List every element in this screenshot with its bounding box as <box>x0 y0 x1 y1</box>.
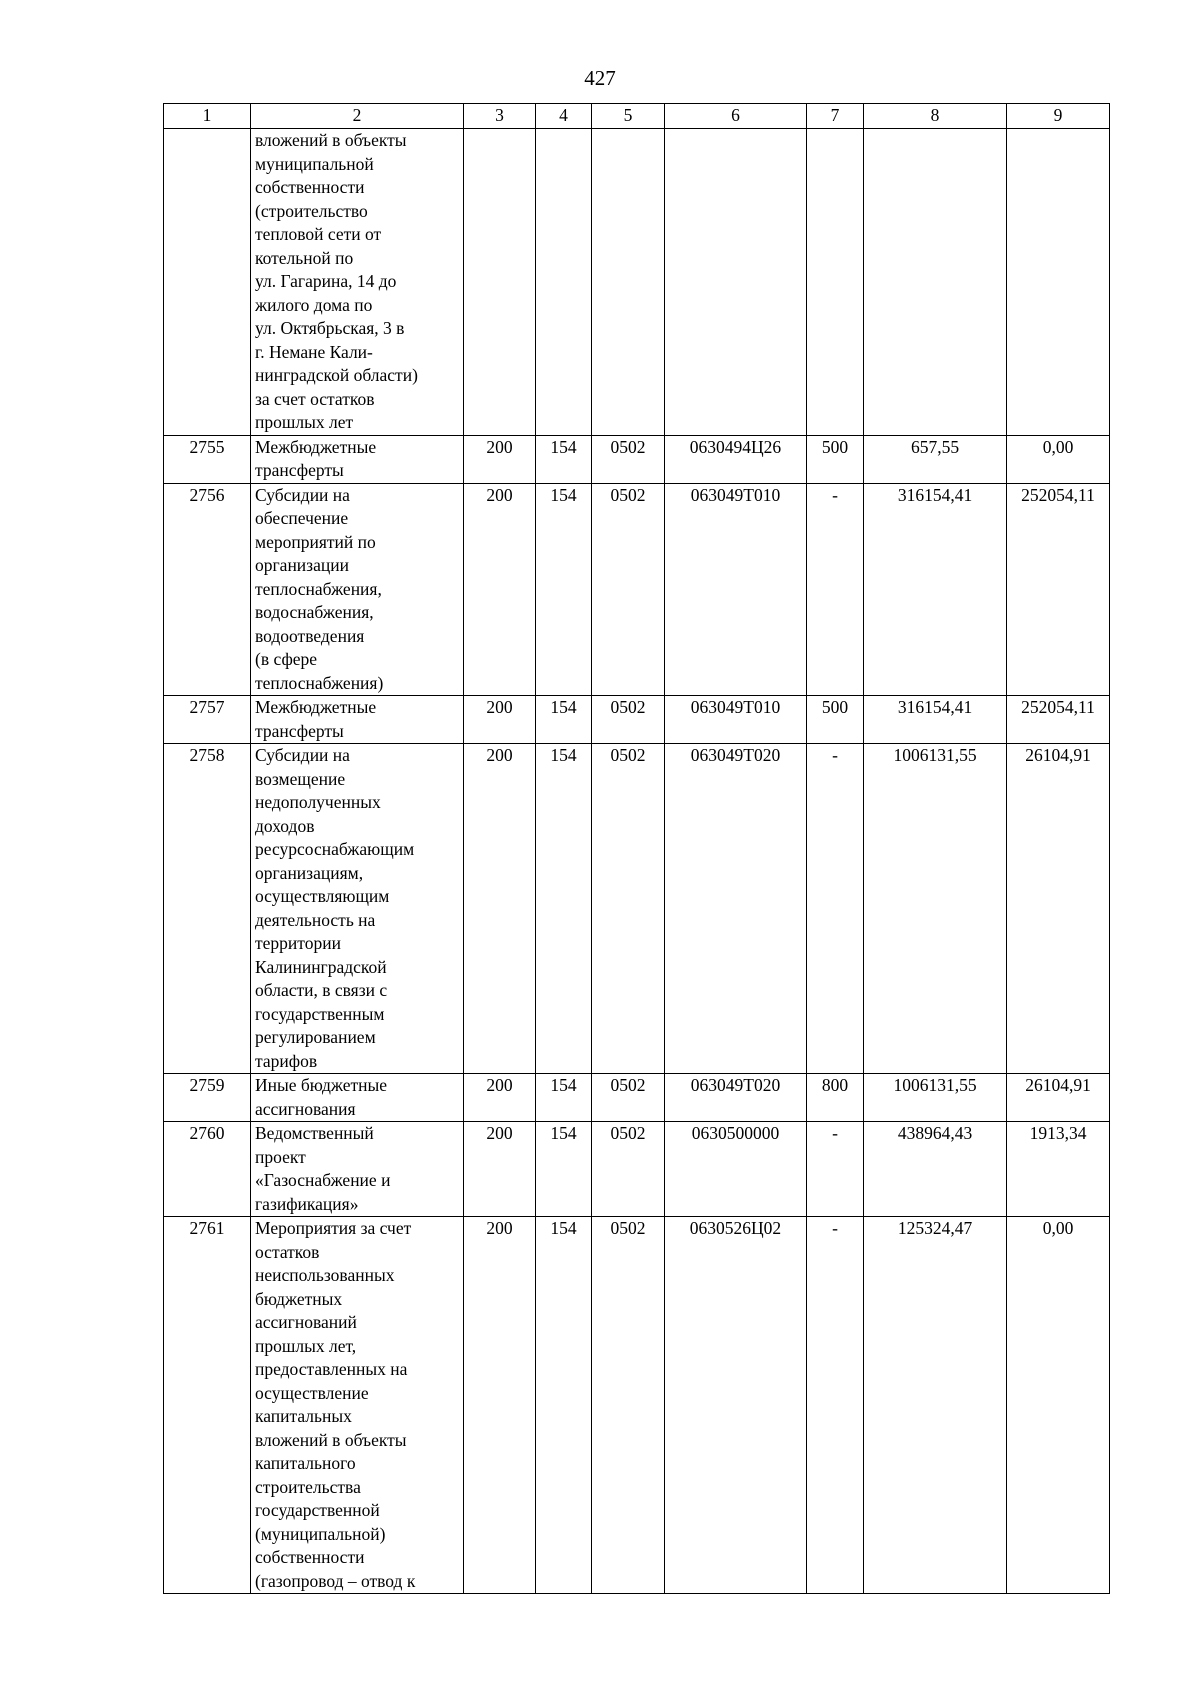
column-7-cell: - <box>807 1217 864 1594</box>
description-line: тепловой сети от <box>255 224 382 244</box>
description-line: бюджетных <box>255 1288 343 1309</box>
row-number-cell: 2755 <box>164 435 251 483</box>
header-cell: 8 <box>864 104 1007 129</box>
description-line: капитального <box>255 1453 356 1473</box>
description-cell <box>251 435 464 483</box>
description-line: тарифов <box>255 1050 318 1071</box>
column-4-cell: 154 <box>536 1122 592 1217</box>
row-number-cell: 2757 <box>164 696 251 744</box>
column-7-cell: - <box>807 744 864 1074</box>
column-4-cell: 154 <box>536 696 592 744</box>
row-number-cell: 2761 <box>164 1217 251 1594</box>
header-cell: 7 <box>807 104 864 129</box>
description-line: муниципальной <box>255 153 374 174</box>
description-line: недополученных <box>255 792 381 812</box>
description-line: обеспечение <box>255 508 349 528</box>
column-3-cell: 200 <box>464 696 536 744</box>
description-line: трансферты <box>255 720 344 741</box>
description-line: (строительство <box>255 200 368 221</box>
table-row <box>164 435 1110 483</box>
description-line: Мероприятия за счет <box>255 1218 412 1238</box>
column-6-cell: 0630526Ц02 <box>665 1217 807 1594</box>
column-3-cell: 200 <box>464 1074 536 1122</box>
column-5-cell: 0502 <box>592 483 665 696</box>
description-line: доходов <box>255 815 315 836</box>
description-line: вложений в объекты <box>255 130 407 150</box>
description-line: ресурсоснабжающим <box>255 839 415 859</box>
description-cell <box>251 1217 464 1594</box>
column-9-cell: 252054,11 <box>1007 483 1110 696</box>
header-cell: 9 <box>1007 104 1110 129</box>
description-line: Субсидии на <box>255 484 350 505</box>
description-line: осуществляющим <box>255 886 390 906</box>
description-line: Межбюджетные <box>255 697 377 717</box>
description-line: деятельность на <box>255 909 376 930</box>
column-8-cell: 316154,41 <box>864 483 1007 696</box>
description-line: Иные бюджетные <box>255 1075 388 1095</box>
description-line: газификация» <box>255 1193 359 1214</box>
column-6-cell: 063049Т010 <box>665 483 807 696</box>
description-line: за счет остатков <box>255 388 375 409</box>
column-7-cell: - <box>807 483 864 696</box>
description-line: ассигнования <box>255 1098 356 1119</box>
description-cell <box>251 696 464 744</box>
column-8-cell: 316154,41 <box>864 696 1007 744</box>
description-line: теплоснабжения) <box>255 672 384 693</box>
description-line: прошлых лет <box>255 412 354 432</box>
description-line: Субсидии на <box>255 745 350 765</box>
column-8-cell: 1006131,55 <box>864 744 1007 1074</box>
column-6-cell: 0630494Ц26 <box>665 435 807 483</box>
description-line: вложений в объекты <box>255 1429 407 1450</box>
column-4-cell: 154 <box>536 1074 592 1122</box>
column-9-cell <box>1007 129 1110 436</box>
column-5-cell: 0502 <box>592 1217 665 1594</box>
page-number: 427 <box>584 66 616 90</box>
column-8-cell: 657,55 <box>864 435 1007 483</box>
column-5-cell: 0502 <box>592 1074 665 1122</box>
description-line: (в сфере <box>255 649 318 669</box>
description-line: (муниципальной) <box>255 1523 386 1544</box>
description-line: Ведомственный <box>255 1123 374 1143</box>
column-6-cell <box>665 129 807 436</box>
column-9-cell: 252054,11 <box>1007 696 1110 744</box>
description-cell <box>251 1122 464 1217</box>
header-row <box>164 104 1110 129</box>
column-8-cell: 125324,47 <box>864 1217 1007 1594</box>
table-row <box>164 483 1110 696</box>
column-9-cell: 1913,34 <box>1007 1122 1110 1217</box>
column-4-cell: 154 <box>536 435 592 483</box>
table-row <box>164 1074 1110 1122</box>
row-number-cell: 2756 <box>164 483 251 696</box>
description-cell <box>251 483 464 696</box>
column-3-cell: 200 <box>464 1217 536 1594</box>
description-line: нинградской области) <box>255 365 418 385</box>
row-number-cell: 2760 <box>164 1122 251 1217</box>
description-line: водоснабжения, <box>255 602 374 622</box>
description-line: регулированием <box>255 1027 376 1047</box>
column-6-cell: 063049Т010 <box>665 696 807 744</box>
description-line: собственности <box>255 1547 365 1567</box>
column-9-cell: 0,00 <box>1007 435 1110 483</box>
column-5-cell: 0502 <box>592 435 665 483</box>
column-6-cell: 0630500000 <box>665 1122 807 1217</box>
column-4-cell: 154 <box>536 483 592 696</box>
column-7-cell: - <box>807 1122 864 1217</box>
description-line: проект <box>255 1146 306 1167</box>
header-cell: 5 <box>592 104 665 129</box>
description-line: прошлых лет, <box>255 1335 357 1356</box>
column-3-cell <box>464 129 536 436</box>
description-line: строительства <box>255 1476 361 1497</box>
header-cell: 3 <box>464 104 536 129</box>
table-row <box>164 1217 1110 1594</box>
table-body <box>164 129 1110 1594</box>
column-3-cell: 200 <box>464 483 536 696</box>
description-line: «Газоснабжение и <box>255 1170 391 1190</box>
description-line: области, в связи с <box>255 980 388 1000</box>
description-line: капитальных <box>255 1406 352 1426</box>
column-7-cell: 500 <box>807 696 864 744</box>
column-9-cell: 26104,91 <box>1007 1074 1110 1122</box>
description-line: мероприятий по <box>255 531 376 552</box>
description-line: остатков <box>255 1241 320 1262</box>
column-3-cell: 200 <box>464 435 536 483</box>
description-line: (газопровод – отвод к <box>255 1570 416 1591</box>
table-row <box>164 696 1110 744</box>
column-7-cell: 800 <box>807 1074 864 1122</box>
description-line: г. Немане Кали- <box>255 341 373 362</box>
description-line: организациям, <box>255 862 364 883</box>
description-line: предоставленных на <box>255 1359 408 1379</box>
column-4-cell <box>536 129 592 436</box>
description-line: государственным <box>255 1003 385 1024</box>
column-8-cell: 1006131,55 <box>864 1074 1007 1122</box>
description-cell <box>251 1074 464 1122</box>
header-cell: 4 <box>536 104 592 129</box>
description-line: котельной по <box>255 247 354 268</box>
column-8-cell: 438964,43 <box>864 1122 1007 1217</box>
description-line: трансферты <box>255 460 344 480</box>
description-line: организации <box>255 555 349 575</box>
description-cell <box>251 744 464 1074</box>
budget-table <box>163 103 1110 1594</box>
description-line: осуществление <box>255 1382 369 1403</box>
description-line: Межбюджетные <box>255 436 377 457</box>
header-cell: 2 <box>251 104 464 129</box>
column-9-cell: 26104,91 <box>1007 744 1110 1074</box>
column-3-cell: 200 <box>464 744 536 1074</box>
column-5-cell: 0502 <box>592 696 665 744</box>
description-line: ассигнований <box>255 1312 357 1332</box>
description-line: возмещение <box>255 768 346 789</box>
row-number-cell: 2758 <box>164 744 251 1074</box>
row-number-cell: 2759 <box>164 1074 251 1122</box>
column-7-cell <box>807 129 864 436</box>
column-4-cell: 154 <box>536 744 592 1074</box>
column-5-cell: 0502 <box>592 1122 665 1217</box>
column-4-cell: 154 <box>536 1217 592 1594</box>
description-line: территории <box>255 933 341 953</box>
description-line: теплоснабжения, <box>255 578 382 599</box>
row-number-cell <box>164 129 251 436</box>
description-line: ул. Гагарина, 14 до <box>255 271 397 291</box>
column-5-cell <box>592 129 665 436</box>
column-9-cell: 0,00 <box>1007 1217 1110 1594</box>
description-line: собственности <box>255 177 365 197</box>
description-line: неиспользованных <box>255 1265 395 1285</box>
table-row <box>164 744 1110 1074</box>
description-line: ул. Октябрьская, 3 в <box>255 318 405 338</box>
description-line: водоотведения <box>255 625 365 646</box>
table-row <box>164 1122 1110 1217</box>
description-line: жилого дома по <box>255 294 373 315</box>
column-6-cell: 063049Т020 <box>665 1074 807 1122</box>
table-row <box>164 129 1110 436</box>
header-cell: 1 <box>164 104 251 129</box>
header-cell: 6 <box>665 104 807 129</box>
description-cell <box>251 129 464 436</box>
column-3-cell: 200 <box>464 1122 536 1217</box>
description-line: государственной <box>255 1500 380 1520</box>
column-7-cell: 500 <box>807 435 864 483</box>
description-line: Калининградской <box>255 956 387 977</box>
column-6-cell: 063049Т020 <box>665 744 807 1074</box>
column-5-cell: 0502 <box>592 744 665 1074</box>
column-8-cell <box>864 129 1007 436</box>
